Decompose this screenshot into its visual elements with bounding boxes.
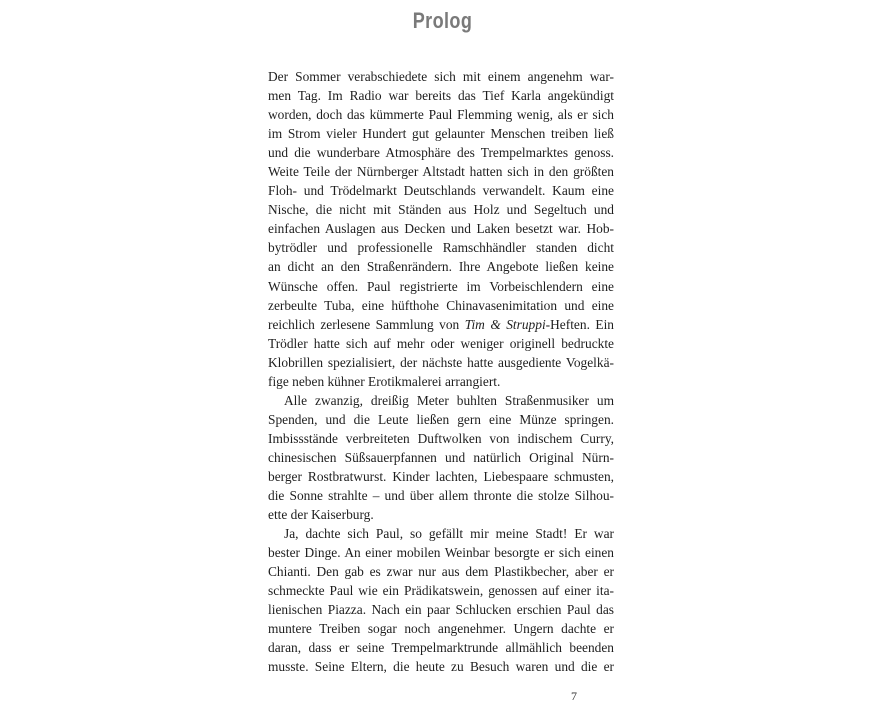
chapter-body	[268, 67, 614, 677]
text-segment: -Heften. Ein	[545, 316, 614, 332]
text-line: Nische, die nicht mit Ständen aus Holz und Segeltuch und	[268, 202, 614, 218]
text-line: lienischen Piazza. Nach ein paar Schlucken erschien Paul das	[268, 602, 614, 618]
text-line: an dicht an den Straßenrändern. Ihre Angebote ließen keine	[268, 259, 614, 275]
text-line: bytrödler und professionelle Ramschhändler standen dicht	[268, 240, 614, 256]
text-line: worden, doch das kümmerte Paul Flemming wenig, als er sich	[268, 107, 614, 123]
text-line: Imbissstände verbreiteten Duftwolken von indischem Curry,	[268, 430, 614, 446]
text-line: Wünsche offen. Paul registrierte im Vorbeischlendern eine	[268, 278, 614, 294]
text-line: Chianti. Den gab es zwar nur aus dem Plastikbecher, aber er	[268, 564, 614, 580]
page-number: 7	[571, 689, 577, 703]
text-line: Der Sommer verabschiedete sich mit einem angenehm war-	[268, 69, 614, 84]
text-line: Trödler hatte sich auf mehr oder weniger originell bedruckte	[268, 335, 614, 351]
text-line: musste. Seine Eltern, die heute zu Besuch waren und die er	[268, 659, 614, 675]
text-line: men Tag. Im Radio war bereits das Tief Karla angekündigt	[268, 88, 614, 104]
text-line: Weite Teile der Nürnberger Altstadt hatten sich in den größten	[268, 164, 614, 180]
text-line: daran, dass er seine Trempelmarktrunde allmählich beenden	[268, 640, 614, 656]
text-line: Spenden, und die Leute ließen gern eine Münze springen.	[268, 411, 614, 427]
text-line: und die wunderbare Atmosphäre des Trempelmarktes genoss.	[268, 145, 614, 161]
text-line: zerbeulte Tuba, eine hüfthohe Chinavasenimitation und eine	[268, 297, 614, 313]
text-line: fige neben kühner Erotikmalerei arrangiert.	[268, 373, 501, 389]
text-line: berger Rostbratwurst. Kinder lachten, Liebespaare schmusten,	[268, 468, 614, 484]
text-line: schmeckte Paul wie ein Prädikatswein, genossen auf einer ita-	[268, 583, 614, 599]
text-line: Klobrillen spezialisiert, der nächste hatte ausgediente Vogelkä-	[268, 354, 614, 370]
text-line: ette der Kaiserburg.	[268, 507, 374, 523]
book-title-italic: Tim & Struppi	[464, 316, 546, 332]
text-line: Alle zwanzig, dreißig Meter buhlten Straßenmusiker um	[284, 392, 614, 408]
text-line: bester Dinge. An einer mobilen Weinbar besorgte er sich einen	[268, 545, 614, 561]
text-line: die Sonne strahlte – und über allem thronte die stolze Silhou-	[268, 488, 614, 504]
text-line: im Strom vieler Hundert gut gelaunter Menschen treiben ließ	[268, 126, 614, 142]
text-line	[268, 315, 614, 334]
text-line: Ja, dachte sich Paul, so gefällt mir meine Stadt! Er war	[284, 526, 614, 542]
text-line: chinesischen Süßsauerpfannen und natürlich Original Nürn-	[268, 449, 614, 465]
text-line: Floh- und Trödelmarkt Deutschlands verwandelt. Kaum eine	[268, 183, 614, 199]
chapter-title: Prolog	[412, 8, 473, 33]
text-line: muntere Treiben sogar noch angenehmer. Ungern dachte er	[268, 621, 614, 637]
text-segment: reichlich zerlesene Sammlung von	[268, 316, 465, 332]
text-line: einfachen Auslagen aus Decken und Laken besetzt war. Hob-	[268, 221, 614, 237]
